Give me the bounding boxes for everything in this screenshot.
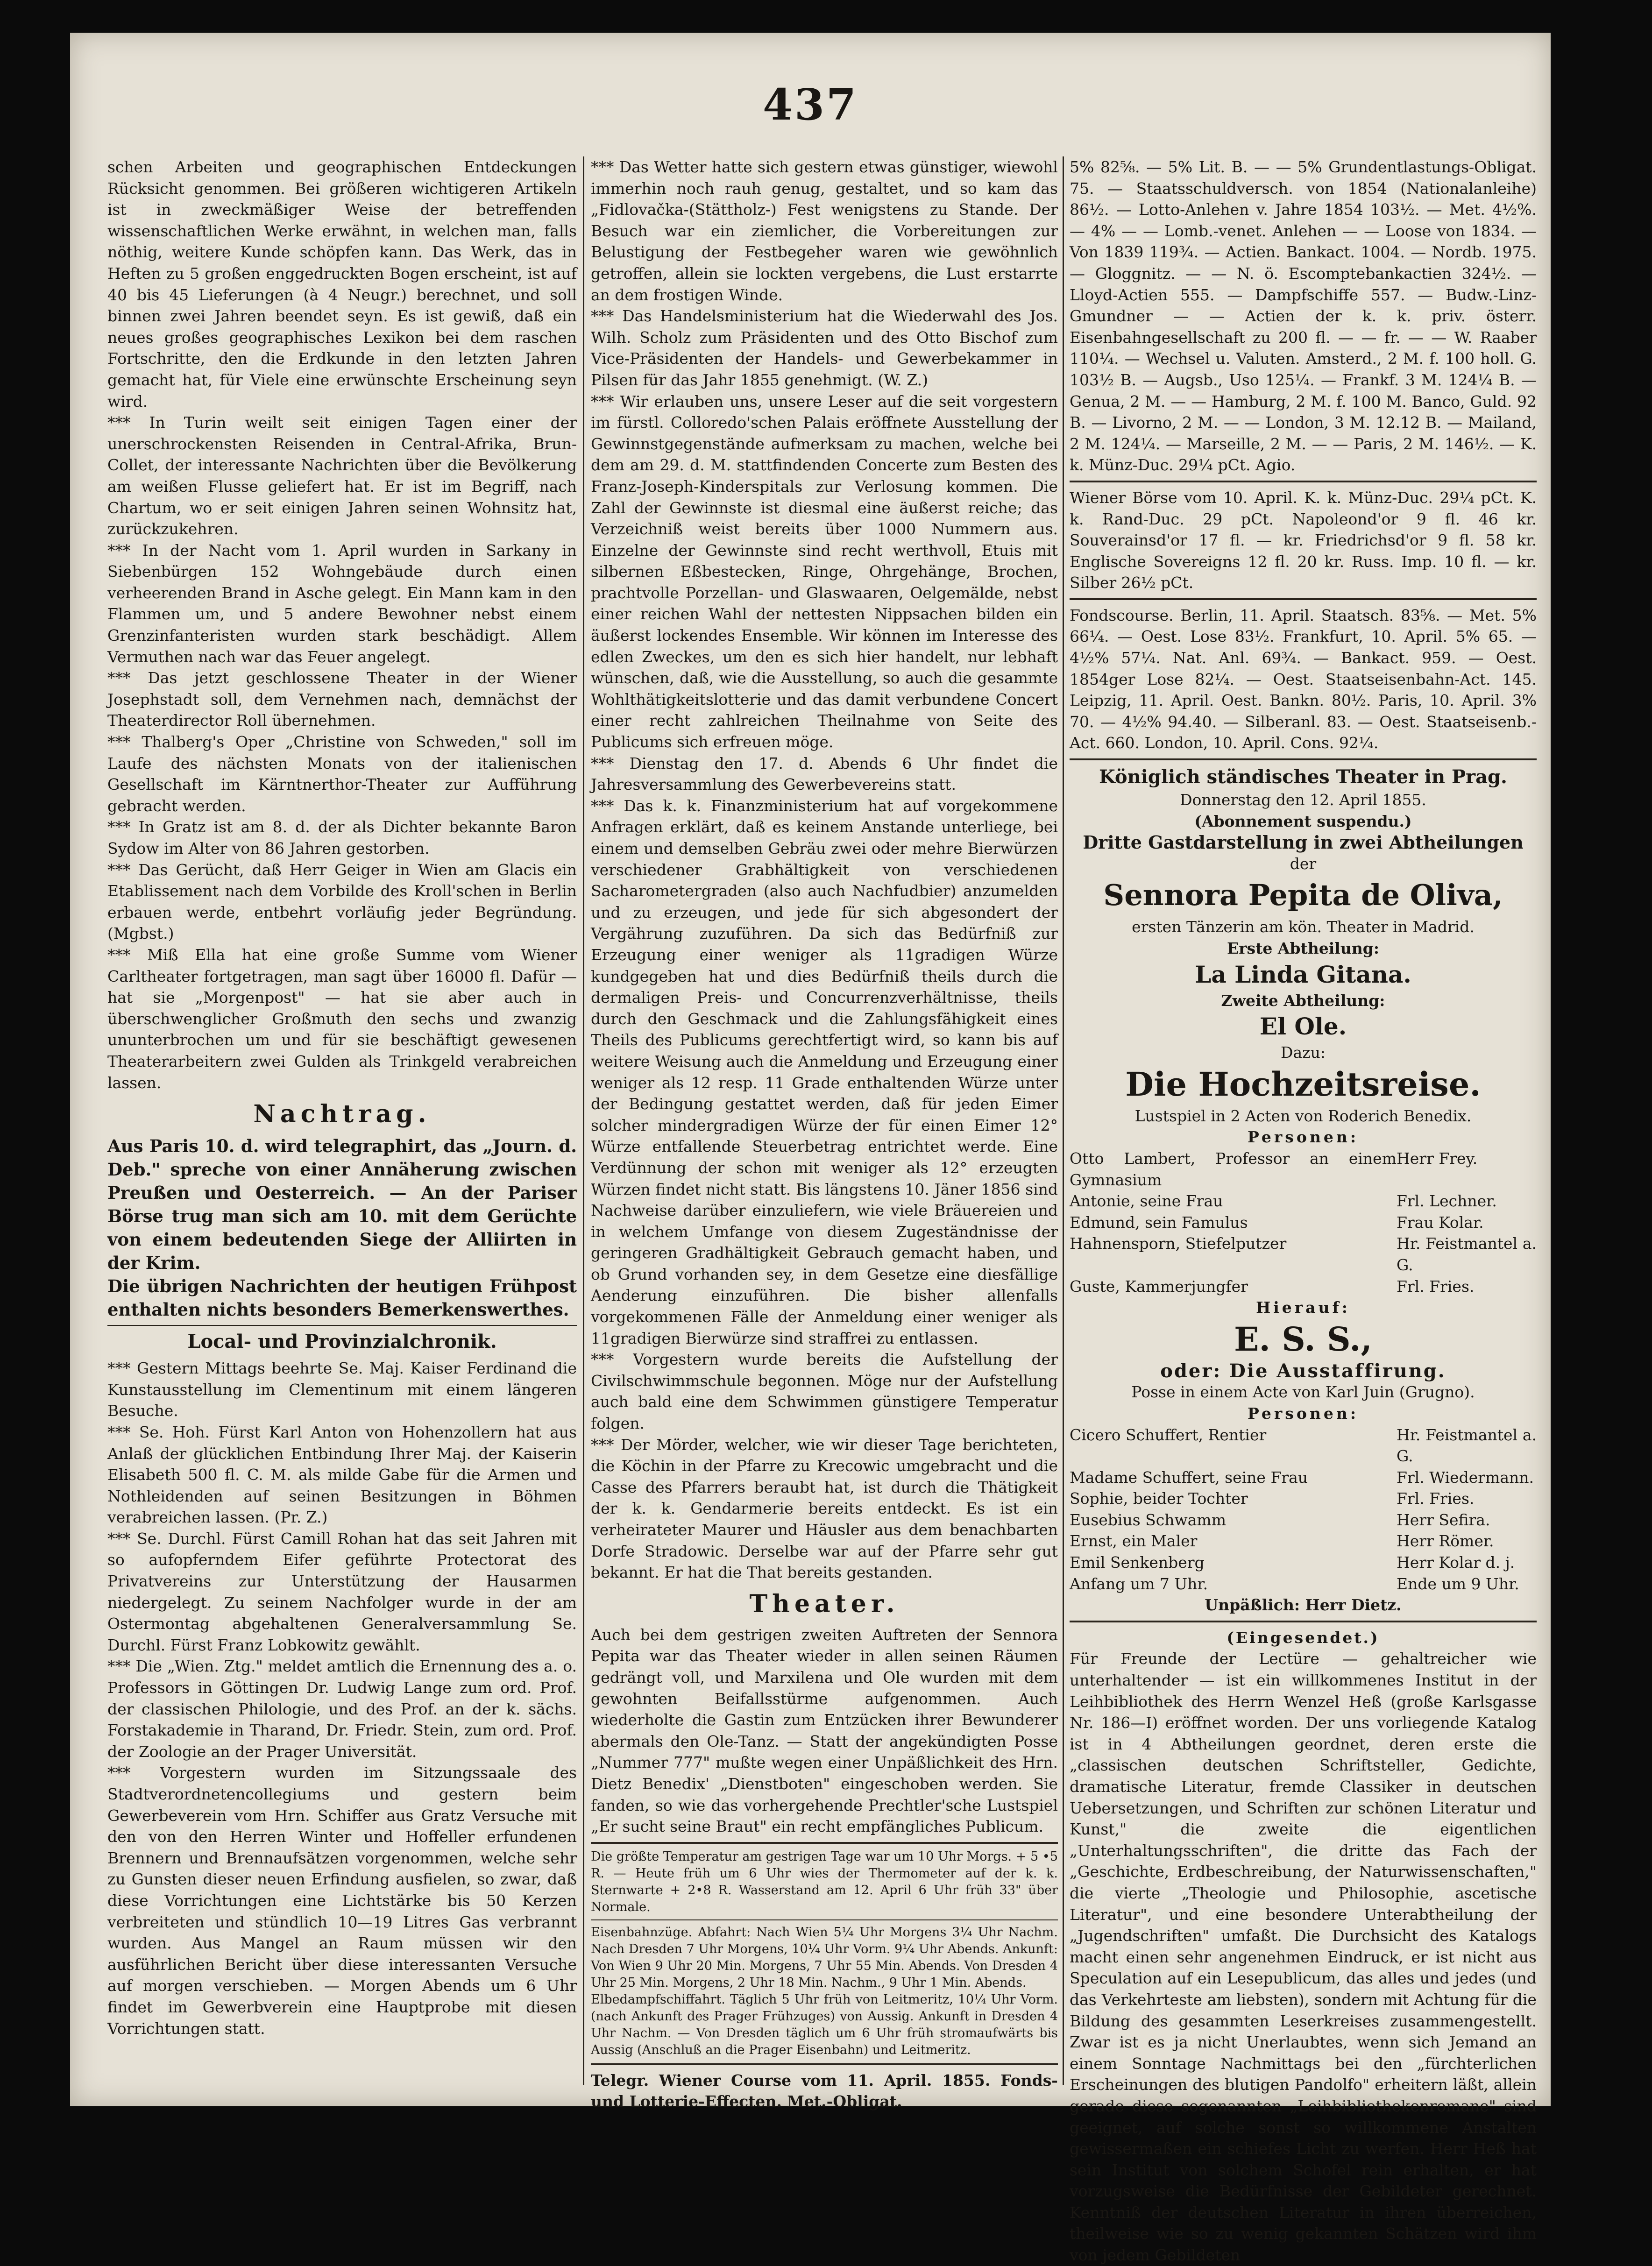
divider — [1070, 481, 1537, 482]
cast-actor: Frl. Fries. — [1397, 1489, 1475, 1508]
theater-erste: Erste Abtheilung: — [1227, 939, 1380, 957]
article-paragraph: schen Arbeiten und geographischen Entdeckungen Rücksicht genommen. Bei größeren wichtigeren Artikeln ist in zweckmäßiger Weise der betreffenden wissenschaftlichen Werke erwähnt, in welchen man, falls nöthig, weitere Kunde schöpfen kann. Das Werk, das in Heften zu 5 großen enggedruckten Bogen erscheint, ist auf 40 bis 45 Lieferungen (à 4 Neugr.) berechnet, und soll binnen zwei Jahren beendet seyn. Es ist gewiß, daß ein neues großes geographisches Lexikon bei dem raschen Fortschritte, den die Erdkunde in den letzten Jahren gemacht hat, für Viele eine erwünschte Erscheinung seyn wird. — [107, 158, 577, 411]
theater-title: Königlich ständisches Theater in Prag. — [1099, 766, 1507, 788]
column-divider — [1063, 156, 1064, 2085]
section-heading-theater: Theater. — [749, 1589, 900, 1618]
theater-lustspiel: Lustspiel in 2 Acten von Roderich Benedix. — [1134, 1106, 1472, 1125]
column-left — [107, 156, 577, 2085]
article-paragraph: *** Gestern Mittags beehrte Se. Maj. Kaiser Ferdinand die Kunstausstellung im Clementinum mit einem längeren Besuche. — [107, 1359, 577, 1420]
cast-row — [1070, 1530, 1537, 1552]
cast-row — [1070, 1212, 1537, 1233]
article-paragraph: *** In Gratz ist am 8. d. der als Dichter bekannte Baron Sydow im Alter von 86 Jahren gestorben. — [107, 818, 577, 857]
section-heading-nachtrag: Nachtrag. — [253, 1100, 431, 1129]
cast-row — [1070, 1573, 1537, 1595]
theater-oder: oder: Die Ausstaffirung. — [1160, 1360, 1446, 1382]
cast-row — [1070, 1509, 1537, 1531]
vienna-exchange: Wiener Börse vom 10. April. K. k. Münz-Duc. 29¼ pCt. K. k. Rand-Duc. 29 pCt. Napoleond'or 9 fl. 46 kr. Souverainsd'or 17 fl. — kr. Friedrichsd'or 9 fl. 58 kr. Englische Sovereigns 12 fl. 20 kr. Russ. Imp. 10 fl. — kr. Silber 26½ pCt. — [1070, 488, 1537, 592]
theater-der: der — [1290, 854, 1317, 873]
section-heading-local: Local- und Provinzialchronik. — [187, 1331, 497, 1353]
eingesendet-heading: (Eingesendet.) — [1227, 1628, 1380, 1647]
cast-role: Hahnensporn, Stiefelputzer — [1070, 1234, 1287, 1253]
cast-actor: Herr Kolar d. j. — [1397, 1553, 1515, 1572]
cast-actor: Frl. Lechner. — [1397, 1192, 1497, 1211]
theater-personen-2: Personen: — [1247, 1404, 1359, 1423]
article-paragraph: *** Dienstag den 17. d. Abends 6 Uhr findet die Jahresversammlung des Gewerbevereins statt. — [591, 754, 1058, 794]
theater-ess: E. S. S., — [1234, 1319, 1372, 1359]
divider — [591, 1842, 1058, 1844]
article-paragraph: *** Vorgestern wurde bereits die Aufstellung der Civilschwimmschule begonnen. Möge nur der Aufstellung auch bald eine dem Schwimmen günstigere Temperatur folgen. — [591, 1350, 1058, 1433]
article-paragraph: *** In Turin weilt seit einigen Tagen einer der unerschrockensten Reisenden in Central-Afrika, Brun-Collet, der interessante Nachrichten über die Bevölkerung am weißen Flusse geliefert hat. Er ist im Begriff, nach Chartum, wo er seit einigen Jahren seinen Wohnsitz hat, zurückzukehren. — [107, 413, 577, 538]
cast-actor: Hr. Feistmantel a. G. — [1397, 1425, 1537, 1466]
article-paragraph: Aus Paris 10. d. wird telegraphirt, das „Journ. d. Deb." spreche von einer Annäherung zwischen Preußen und Oesterreich. — An der Pariser Börse trug man sich am 10. mit dem Gerüchte von einem bedeutenden Siege der Alliirten in der Krim. — [107, 1136, 577, 1274]
cast-role: Ernst, ein Maler — [1070, 1532, 1198, 1551]
divider — [591, 1919, 1058, 1920]
cast-actor: Herr Römer. — [1397, 1532, 1494, 1551]
weather-note: Die größte Temperatur am gestrigen Tage war um 10 Uhr Morgs. + 5 •5 R. — Heute früh um 6 Uhr wies der Thermometer auf der k. k. Sternwarte + 2•8 R. Wasserstand am 12. April 6 Uhr früh 33" über Normale. — [591, 1849, 1058, 1914]
cast-row — [1070, 1552, 1537, 1573]
article-paragraph: Die übrigen Nachrichten der heutigen Frühpost enthalten nichts besonders Bemerkenswerthes. — [107, 1276, 577, 1320]
cast-role: Otto Lambert, Professor an einem Gymnasium — [1070, 1149, 1397, 1189]
divider — [1070, 1621, 1537, 1622]
railway-schedule: Eisenbahnzüge. Abfahrt: Nach Wien 5¼ Uhr Morgens 3¼ Uhr Nachm. Nach Dresden 7 Uhr Morgens, 10¼ Uhr Vorm. 9¼ Uhr Abends. Ankunft: Von Wien 9 Uhr 20 Min. Morgens, 7 Uhr 55 Min. Abends. Von Dresden 4 Uhr 25 Min. Morgens, 2 Uhr 18 Min. Nachm., 9 Uhr 1 Min. Abends. — [591, 1925, 1058, 1990]
article-paragraph: Für Freunde der Lectüre — gehaltreicher wie unterhaltender — ist ein willkommenes Institut in der Leihbibliothek des Herrn Wenzel Heß (große Karlsgasse Nr. 186—I) eröffnet worden. Der uns vorliegende Katalog ist in 4 Abtheilungen geordnet, deren erste die „classischen deutschen Schriftsteller, Gedichte, dramatische Literatur, fremde Classiker in deutschen Uebersetzungen, und Schriften zur schönen Literatur und Kunst," die zweite die eigentlichen „Unterhaltungsschriften", die dritte das Fach der „Geschichte, Erdbeschreibung, der Naturwissenschaften," die vierte „Theologie und Philosophie, ascetische Literatur", und eine besondere Unterabtheilung der „Jugendschriften" umfaßt. Die Durchsicht des Katalogs macht einen sehr angenehmen Eindruck, er ist nicht aus Speculation auf ein Lesepublicum, das alles und jedes (und das Verkehrteste am liebsten), sondern mit Achtung für die Bildung des gesammten Leserkreises zusammengestellt. Zwar ist es ja nicht Unerlaubtes, wenn sich Jemand an einem Sonntage Nachmittags bei den „fürchterlichen Erscheinungen des blutigen Pandolfo" erheitern läßt, allein gerade diese sogenannten „Leihbibliothekenromane" sind geeignet, auf solche sonst so willkommene Anstalten gewissermaßen ein schiefes Licht zu werfen. Herr Heß hat sein Institut von solchem Schofel rein erhalten, er hat vorzugsweise die Bedürfnisse der Gebildeter gerechnet. Kenntniß der deutschen Literatur in ihren überreichen, theilweise wie so zu wenig gekannten Schätzen wird ihm von jedem Gebildeten — [1070, 1650, 1537, 2265]
cast-actor: Frl. Wiedermann. — [1397, 1468, 1534, 1487]
article-paragraph: *** Vorgestern wurden im Sitzungssaale des Stadtverordnetencollegiums und gestern beim Gewerbeverein vom Hrn. Schiffer aus Gratz Versuche mit den von den Herren Winter und Hoffeller erfundenen Brennern und Brennaufsätzen vorgenommen, welche sehr zu Gunsten dieser neuen Erfindung ausfielen, so zwar, daß diese Vorrichtungen eine Lichtstärke bis 50 Kerzen verbreiteten und stündlich 10—19 Litres Gas verbrannt wurden. Aus Mangel an Raum müssen wir den ausführlichen Bericht über diese interessanten Versuche auf morgen verschieben. — Morgen Abends um 6 Uhr findet im Gewerbverein eine Hauptprobe mit diesen Vorrichtungen statt. — [107, 1763, 577, 2038]
newspaper-page — [70, 33, 1551, 2265]
column-middle — [591, 156, 1058, 2111]
divider — [1070, 598, 1537, 600]
article-paragraph: *** Die „Wien. Ztg." meldet amtlich die Ernennung des a. o. Professors in Göttingen Dr. Ludwig Lange zum ord. Prof. der classischen Philologie, und des Prof. an der k. sächs. Forstakademie in Tharand, Dr. Friedr. Stein, zum ord. Prof. der Zoologie an der Prager Universität. — [107, 1657, 577, 1761]
article-paragraph: *** Se. Durchl. Fürst Camill Rohan hat das seit Jahren mit so aufopferndem Eifer geführte Protectorat des Privatvereins zur Unterstützung der Hausarmen niedergelegt. Zu seinem Nachfolger wurde in der am Ostermontag abgehaltenen Generalversammlung Se. Durchl. Fürst Franz Lobkowitz gewählt. — [107, 1529, 577, 1654]
article-paragraph: *** Miß Ella hat eine große Summe vom Wiener Carltheater fortgetragen, man sagt über 16000 fl. Dafür — hat sie „Morgenpost" — hat sie aber auch in überschwenglicher Großmuth den sechs und zwanzig ununterbrochen um und für sie beschäftigt gewesenen Theaterarbeitern zwei Gulden als Trinkgeld verabreichen lassen. — [107, 945, 577, 1092]
theater-hierauf: Hierauf: — [1256, 1298, 1350, 1317]
cast-row — [1070, 1233, 1537, 1275]
theater-dazu: Dazu: — [1281, 1043, 1326, 1062]
article-paragraph: *** Se. Hoh. Fürst Karl Anton von Hohenzollern hat aus Anlaß der glücklichen Entbindung Ihrer Maj. der Kaiserin Elisabeth 500 fl. C. M. als milde Gabe für die Armen und Nothleidenden auf seinen Besitzungen in Böhmen verabreichen lassen. (Pr. Z.) — [107, 1423, 577, 1527]
column-divider — [583, 156, 584, 2085]
cast-row — [1070, 1276, 1537, 1297]
column-right — [1070, 156, 1537, 2265]
divider — [1070, 758, 1537, 760]
cast-row — [1070, 1190, 1537, 1212]
cast-list-1 — [1070, 1148, 1537, 1297]
theater-unpass: Unpäßlich: Herr Dietz. — [1205, 1596, 1402, 1615]
divider — [107, 1325, 577, 1326]
theater-posse: Posse in einem Acte von Karl Juin (Grugno). — [1131, 1383, 1475, 1402]
divider — [591, 2063, 1058, 2065]
cast-role: Edmund, sein Famulus — [1070, 1213, 1248, 1232]
article-paragraph: *** Wir erlauben uns, unsere Leser auf die seit vorgestern im fürstl. Colloredo'schen Palais eröffnete Ausstellung der Gewinnstgegenstände aufmerksam zu machen, welche bei dem am 29. d. M. stattfindenden Concerte zum Besten des Franz-Joseph-Kinderspitals zur Verlosung kommen. Die Zahl der Gewinnste ist diesmal eine äußerst reiche; das Verzeichniß weist bereits über 1000 Nummern aus. Einzelne der Gewinnste sind recht werthvoll, Etuis mit silbernen Eßbestecken, Ringe, Ohrgehänge, Brochen, prachtvolle Porzellan- und Glaswaaren, Oelgemälde, nebst einer reichen Wahl der nettesten Nippsachen bilden ein äußerst lockendes Ensemble. Wir können im Interesse des edlen Zweckes, um den es sich hier handelt, nur lebhaft wünschen, daß, wie die Ausstellung, so auch die gesammte Wohlthätigkeitslotterie und das damit verbundene Concert einer recht zahlreichen Theilnahme von Seite des Publicums sich erfreuen möge. — [591, 392, 1058, 751]
cast-role: Madame Schuffert, seine Frau — [1070, 1468, 1308, 1487]
cast-row — [1070, 1467, 1537, 1488]
page-number: 437 — [762, 79, 858, 130]
cast-actor: Herr Sefira. — [1397, 1510, 1490, 1529]
article-paragraph: *** In der Nacht vom 1. April wurden in Sarkany in Siebenbürgen 152 Wohngebäude durch einen verheerenden Brand in Asche gelegt. Ein Mann kam in den Flammen um, und 5 andere Bewohner nebst einem Grenzinfanteristen wurden stark beschädigt. Allem Vermuthen nach war das Feuer angelegt. — [107, 541, 577, 666]
cast-role: Sophie, beider Tochter — [1070, 1489, 1248, 1508]
cast-role: Anfang um 7 Uhr. — [1070, 1574, 1208, 1593]
cast-row — [1070, 1488, 1537, 1509]
theater-zweite: Zweite Abtheilung: — [1221, 991, 1385, 1010]
fund-courses: Fondscourse. Berlin, 11. April. Staatsch. 83⅝. — Met. 5% 66¼. — Oest. Lose 83½. Frankfurt, 10. April. 5% 65. — 4½% 57¼. Nat. Anl. 69¾. — Bankact. 959. — Oest. 1854ger Lose 82¼. — Oest. Staatseisenbahn-Act. 145. Leipzig, 11. April. Oest. Bankn. 80½. Paris, 10. April. 3% 70. — 4½% 94.40. — Silberanl. 83. — Oest. Staatseisenb.-Act. 660. London, 10. April. Cons. 92¼. — [1070, 606, 1537, 752]
cast-actor: Hr. Feistmantel a. G. — [1397, 1234, 1537, 1274]
market-quotes: 5% 82⅝. — 5% Lit. B. — — 5% Grundentlastungs-Obligat. 75. — Staatsschuldversch. von 1854 (Nationalanleihe) 86½. — Lotto-Anlehen v. Jahre 1854 103½. — Met. 4½%. — 4% — — Lomb.-venet. Anlehen — — Loose von 1834. — Von 1839 119¾. — Actien. Bankact. 1004. — Nordb. 1975. — Gloggnitz. — — N. ö. Escomptebankactien 324½. — Lloyd-Actien 555. — Dampfschiffe 557. — Budw.-Linz-Gmundner — — Actien der k. k. priv. österr. Eisenbahngesellschaft zu 200 fl. — — fr. — — W. Raaber 110¼. — Wechsel u. Valuten. Amsterd., 2 M. f. 100 holl. G. 103½ B. — Augsb., Uso 125¼. — Frankf. 3 M. 124¼ B. — Genua, 2 M. — — Hamburg, 2 M. f. 100 M. Banco, Guld. 92 B. — Livorno, 2 M. — — London, 3 M. 12.12 B. — Mailand, 2 M. 124¼. — Marseille, 2 M. — — Paris, 2 M. 146½. — K. k. Münz-Duc. 29¼ pCt. Agio. — [1070, 158, 1537, 474]
cast-actor: Frau Kolar. — [1397, 1213, 1484, 1232]
theater-pepita: Sennora Pepita de Oliva, — [1103, 878, 1503, 913]
article-paragraph: *** Das Gerücht, daß Herr Geiger in Wien am Glacis ein Etablissement nach dem Vorbilde des Kroll'schen in Berlin erbauen werde, entbehrt vorläufig jeder Begründung. (Mgbst.) — [107, 860, 577, 943]
telegraph-courses: Telegr. Wiener Course vom 11. April. 1855. Fonds- und Lotterie-Effecten. Met.-Obligat. — [591, 2071, 1058, 2111]
cast-role: Emil Senkenberg — [1070, 1553, 1205, 1572]
cast-role: Guste, Kammerjungfer — [1070, 1277, 1248, 1296]
theater-date: Donnerstag den 12. April 1855. — [1180, 791, 1426, 809]
theater-dritte: Dritte Gastdarstellung in zwei Abtheilungen — [1083, 832, 1524, 853]
theater-abo: (Abonnement suspendu.) — [1194, 812, 1412, 830]
cast-actor: Frl. Fries. — [1397, 1277, 1475, 1296]
article-paragraph: *** Das Wetter hatte sich gestern etwas günstiger, wiewohl immerhin noch rauh genug, gestaltet, und so kam das „Fidlovačka-(Stättholz-) Fest wenigstens zu Stande. Der Besuch war ein ziemlicher, die Vorbereitungen zur Belustigung der Festbegeher waren wie gewöhnlich getroffen, allein sie lockten vergebens, die Lust erstarrte an dem frostigen Winde. — [591, 158, 1058, 304]
theater-ersten: ersten Tänzerin am kön. Theater in Madrid. — [1132, 918, 1475, 936]
article-paragraph: *** Das Handelsministerium hat die Wiederwahl des Jos. Wilh. Scholz zum Präsidenten und des Otto Bischof zum Vice-Präsidenten der Handels- und Gewerbekammer in Pilsen für das Jahr 1855 genehmigt. (W. Z.) — [591, 307, 1058, 389]
cast-role: Antonie, seine Frau — [1070, 1192, 1223, 1211]
article-paragraph: *** Der Mörder, welcher, wie wir dieser Tage berichteten, die Köchin in der Pfarre zu Krecowic umgebracht und die Casse des Pfarrers beraubt hat, ist durch die Thätigkeit der k. k. Gendarmerie bereits entdeckt. Es ist ein verheirateter Maurer und Häusler aus dem benachbarten Dorfe Stradowic. Derselbe war auf der Pfarre sehr gut bekannt. Er hat die That bereits gestanden. — [591, 1435, 1058, 1582]
cast-actor: Herr Frey. — [1397, 1149, 1478, 1168]
cast-row — [1070, 1424, 1537, 1467]
article-paragraph: *** Das jetzt geschlossene Theater in der Wiener Josephstadt soll, dem Vernehmen nach, demnächst der Theaterdirector Roll übernehmen. — [107, 669, 577, 730]
theater-linda: La Linda Gitana. — [1195, 960, 1411, 988]
cast-actor: Ende um 9 Uhr. — [1397, 1574, 1519, 1593]
theater-hochzeit: Die Hochzeitsreise. — [1125, 1064, 1481, 1104]
article-paragraph: *** Das k. k. Finanzministerium hat auf vorgekommene Anfragen erklärt, daß es keinem Anstande unterliege, bei einem und demselben Gebräu zwei oder mehre Bierwürzen verschiedener Grabhältigkeit von verschiedenen Sacharometergraden (also auch Nachfudbier) anzumelden und zu erzeugen, und jede für sich abgesondert der Vergährung zuzuführen. Da sich das Bedürfniß zur Erzeugung einer weniger als 11gradigen Würze kundgegeben hat und dies Bedürfniß theils durch die dermaligen Preis- und Concurrenzverhältnisse, theils durch den Geschmack und die Zahlungsfähigkeit eines Theils des Publicums gerechtfertigt wird, so kann bis auf weitere Weisung auch die Anmeldung und Erzeugung einer weniger als 12 resp. 11 Grade enthaltenden Würze unter der Bedingung gestattet werden, daß für jeden Eimer solcher mindergradigen Würze der für einen Eimer 12° Würze entfallende Steuerbetrag entrichtet werde. Eine Verdünnung der schon mit weniger als 12° erzeugten Würzen findet nicht statt. Bis längstens 10. Jäner 1856 sind Nachweise darüber einzuliefern, wie viele Bräuereien und in welchem Umfange von diesem Zugeständnisse der geringeren Gradhältigkeit Gebrauch gemacht haben, und ob Grund vorhanden sey, in dem Gesetze eine diesfällige Aenderung einzuführen. Die bisher allenfalls vorgekommenen Fälle der Anmeldung einer weniger als 11gradigen Bierwürze sind straffrei zu entlassen. — [591, 796, 1058, 1347]
cast-role: Eusebius Schwamm — [1070, 1510, 1227, 1529]
theater-ole: El Ole. — [1259, 1013, 1347, 1041]
steamship-schedule: Elbedampfschiffahrt. Täglich 5 Uhr früh von Leitmeritz, 10¼ Uhr Vorm. (nach Ankunft des Prager Frühzuges) von Aussig. Ankunft in Dresden 4 Uhr Nachm. — Von Dresden täglich um 6 Uhr früh stromaufwärts bis Aussig (Anschluß an die Prager Eisenbahn) und Leitmeritz. — [591, 1992, 1058, 2057]
article-paragraph: *** Thalberg's Oper „Christine von Schweden," soll im Laufe des nächsten Monats von der italienischen Gesellschaft im Kärntnerthor-Theater zur Aufführung gebracht werden. — [107, 733, 577, 815]
theater-personen: Personen: — [1247, 1128, 1359, 1147]
cast-role: Cicero Schuffert, Rentier — [1070, 1425, 1267, 1444]
article-paragraph: Auch bei dem gestrigen zweiten Auftreten der Sennora Pepita war das Theater wieder in allen seinen Räumen gedrängt voll, und Marxilena und Ole wurden mit dem gewohnten Beifallsstürme aufgenommen. Auch wiederholte die Gastin zum Entzücken ihrer Bewunderer abermals den Ole-Tanz. — Statt der angekündigten Posse „Nummer 777" mußte wegen einer Unpäßlichkeit des Hrn. Dietz Benedix' „Dienstboten" eingeschoben werden. Sie fanden, so wie das vorhergehende Prechtler'sche Lustspiel „Er sucht seine Braut" ein recht empfängliches Publicum. — [591, 1625, 1058, 1836]
cast-row — [1070, 1148, 1537, 1190]
cast-list-2 — [1070, 1424, 1537, 1595]
